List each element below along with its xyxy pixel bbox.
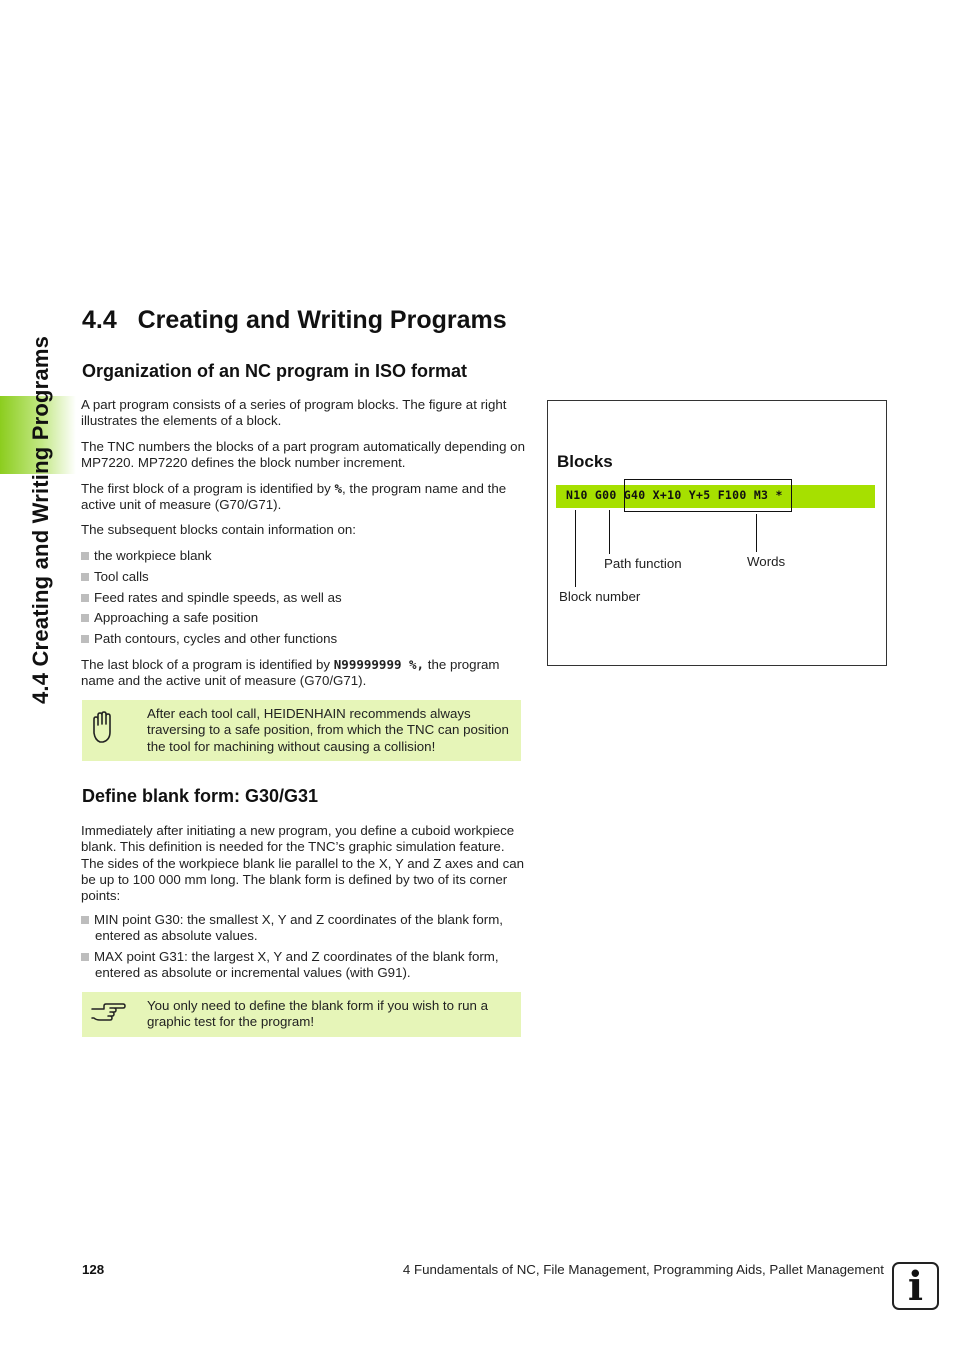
code-text: N99999999 %, [333, 657, 425, 672]
caution-hand-icon [91, 711, 115, 745]
paragraph-text: , the program name and the active unit of measure (G70/G71). [81, 481, 507, 513]
chapter-title: 4 Fundamentals of NC, File Management, Programming Aids, Pallet Management [402, 1262, 884, 1277]
list-item [81, 590, 526, 606]
words-leader [756, 514, 757, 552]
bullet-icon [81, 916, 89, 924]
paragraph-text: the program name and the active unit of measure (G70/G71). [81, 657, 500, 689]
paragraph-text: The last block of a program is identified by [81, 657, 334, 672]
words-bracket [624, 479, 792, 512]
bullet-icon [81, 594, 89, 602]
figure-title: Blocks [557, 452, 613, 471]
info-glyph: i [907, 1262, 924, 1310]
page-number: 128 [82, 1262, 105, 1277]
list-item [81, 949, 526, 982]
bullet-icon [81, 614, 89, 622]
list-item [81, 631, 526, 647]
list-item-text: MIN point G30: the smallest X, Y and Z coordinates of the blank form, entered as absolute values. [94, 912, 503, 944]
list-item-text: the workpiece blank [94, 548, 212, 563]
list-item-text: Path contours, cycles and other functions [94, 631, 338, 646]
section-title-organization: Organization of an NC program in ISO format [82, 361, 468, 381]
side-tab-label: 4.4 Creating and Writing Programs [28, 335, 53, 705]
caution-note [82, 700, 521, 761]
code-text: % [334, 481, 343, 496]
paragraph: Immediately after initiating a new program, you define a cuboid workpiece blank. This definition is needed for the TNC’s graphic simulation feature. The sides of the workpiece blank lie parallel to the X, Y and Z axes and can be up to 100 000 mm long. The blank form is defined by two of its corner points: [81, 823, 525, 904]
paragraph: A part program consists of a series of program blocks. The figure at right illustrates the elements of a block. [81, 397, 507, 429]
paragraph: The TNC numbers the blocks of a part program automatically depending on MP7220. MP7220 defines the block number increment. [81, 439, 525, 471]
list-item [81, 548, 526, 564]
pointing-hand-icon [90, 1002, 126, 1026]
block-figure [547, 400, 887, 666]
section-title-blank-form: Define blank form: G30/G31 [82, 786, 319, 806]
list-item [81, 610, 526, 626]
bullet-icon [81, 573, 89, 581]
block-number-leader [575, 510, 576, 587]
path-function-leader [609, 510, 610, 554]
list-item-text: Tool calls [94, 569, 149, 584]
paragraph [81, 657, 526, 690]
path-function-label: Path function [604, 556, 682, 571]
bullet-icon [81, 953, 89, 961]
bullet-icon [81, 552, 89, 560]
note-text: After each tool call, HEIDENHAIN recommends always traversing to a safe position, from which the TNC can position the tool for machining without causing a collision! [147, 706, 509, 754]
paragraph [81, 481, 526, 514]
list-item [81, 569, 526, 585]
bullet-icon [81, 635, 89, 643]
words-label: Words [747, 554, 786, 569]
block-number-label: Block number [559, 589, 641, 604]
note-text: You only need to define the blank form if you wish to run a graphic test for the program! [147, 998, 489, 1030]
block-code: N10 G00 G40 X+10 Y+5 F100 M3 * [566, 488, 783, 502]
paragraph: The subsequent blocks contain information on: [81, 522, 356, 537]
list-item-text: MAX point G31: the largest X, Y and Z coordinates of the blank form, entered as absolute or incremental values (with G91). [94, 949, 499, 981]
paragraph-text: The first block of a program is identified by [81, 481, 335, 496]
list-item-text: Approaching a safe position [94, 610, 259, 625]
list-item [81, 912, 526, 945]
tip-note [82, 992, 521, 1037]
page-title: 4.4 Creating and Writing Programs [82, 306, 507, 334]
list-item-text: Feed rates and spindle speeds, as well as [94, 590, 342, 605]
info-icon[interactable] [892, 1262, 939, 1310]
